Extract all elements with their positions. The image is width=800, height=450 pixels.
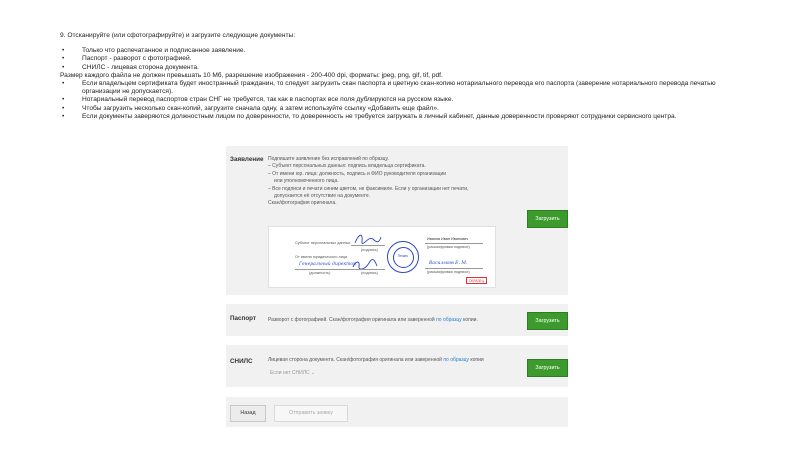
snils-title: СНИЛС [230, 358, 253, 365]
position-caption: (должность) [309, 271, 331, 275]
sample-name-value: Иванов Иван Иванович [427, 237, 469, 241]
sample-org-label: От имени юридического лица [295, 255, 348, 259]
instructions-heading: 9. Отсканируйте (или сфотографируйте) и загрузите следующие документы: [60, 32, 296, 39]
documents-list [60, 47, 750, 72]
passport-title: Паспорт [230, 315, 257, 322]
name2-caption: (расшифровка подписи) [427, 270, 470, 274]
snils-panel [226, 345, 568, 387]
list-item: • Паспорт - разворот с фотографией. [60, 55, 750, 63]
chevron-down-icon: ⌄ [311, 370, 316, 376]
position-line [295, 269, 351, 270]
sample-badge: ОБРАЗЕЦ [466, 277, 487, 284]
statement-line: – Субъект персональных данных: подпись владельца сертификата. [268, 163, 426, 170]
stamp-seal [387, 241, 419, 273]
passport-sample-link[interactable]: по образцу [436, 317, 462, 323]
snils-sample-link[interactable]: по образцу [443, 357, 470, 363]
statement-line: допускается её отсутствие на документе. [274, 193, 371, 200]
signature-caption: (подпись) [361, 248, 378, 252]
statement-title: Заявление [230, 156, 264, 163]
size-note: Размер каждого файла не должен превышать 10 Мб, разрешение изображения - 200-400 dpi, форматы: jpeg, png, gif, tif, pdf. [60, 71, 443, 79]
passport-text-end: копии. [461, 317, 478, 323]
statement-line: – Все подписи и печати синим цветом, не факсимиле. Если у организации нет печати, [268, 185, 469, 192]
passport-panel [226, 304, 568, 336]
list-item: • Нотариальный перевод паспортов стран СНГ не требуется, так как в паспортах все поля дублируются на русском языке. [60, 96, 750, 104]
statement-panel [226, 146, 568, 295]
signature-scribble [353, 231, 383, 247]
list-item: • Чтобы загрузить несколько скан-копий, загрузите сначала одну, а затем используйте ссылку «Добавить еще файл». [60, 105, 750, 113]
snils-text-end: копии [469, 357, 484, 363]
statement-upload-button[interactable]: Загрузить [527, 210, 568, 228]
actions-panel [226, 397, 568, 427]
name-caption: (расшифровка подписи) [427, 245, 470, 249]
name2-handwritten: Васильков Е. М. [429, 261, 468, 266]
back-button[interactable]: Назад [230, 405, 266, 422]
instructions-block [60, 32, 750, 121]
signature2-line [351, 269, 385, 270]
submit-button[interactable]: Отправить заявку [274, 405, 348, 422]
sample-subject-label: Субъект персональных данных [295, 241, 351, 245]
list-item: • Если документы заверяются должностным лицом по доверенности, то доверенность не требуется загружать в личный кабинет, данные доверенности проверяют сотрудники сервисного центра. [60, 113, 750, 121]
notes-list [60, 80, 750, 121]
statement-line: Подпишите заявление без исправлений по образцу. [268, 156, 389, 162]
statement-description [268, 156, 468, 208]
passport-upload-button[interactable]: Загрузить [527, 312, 568, 330]
signature2-caption: (подпись) [361, 271, 378, 275]
snils-description [268, 357, 484, 364]
name-line [425, 243, 483, 244]
no-snils-label: Если нет СНИЛС [270, 370, 310, 376]
name2-line [425, 268, 483, 269]
list-item: • СНИЛС - лицевая сторона документа. [60, 64, 750, 72]
snils-upload-button[interactable]: Загрузить [527, 359, 568, 377]
list-item: • Только что распечатанное и подписанное заявление. [60, 47, 750, 55]
no-snils-dropdown[interactable] [270, 370, 315, 377]
passport-description [268, 317, 478, 324]
statement-line: Скан/фотография оригинала. [268, 200, 337, 207]
stamp-label: Печать [397, 254, 409, 258]
passport-text: Разворот с фотографией. Скан/фотография оригинала или заверенной [268, 317, 437, 323]
statement-line: или уполномоченного лица. [274, 178, 339, 185]
snils-text: Лицевая сторона документа. Скан/фотография оригинала или заверенной [268, 357, 444, 363]
statement-sample-image [268, 226, 496, 288]
position-handwritten: Генеральный директор [299, 262, 356, 267]
statement-line: – От имени юр. лица: должность, подпись и ФИО руководителя организации [268, 170, 447, 177]
list-item: • Если владельцем сертификата будет иностранный гражданин, то следует загрузить скан паспорта и цветную скан-копию нотариального перевода его паспорта (заверение нотариального перевода печатью организации не допускается). [60, 80, 750, 96]
